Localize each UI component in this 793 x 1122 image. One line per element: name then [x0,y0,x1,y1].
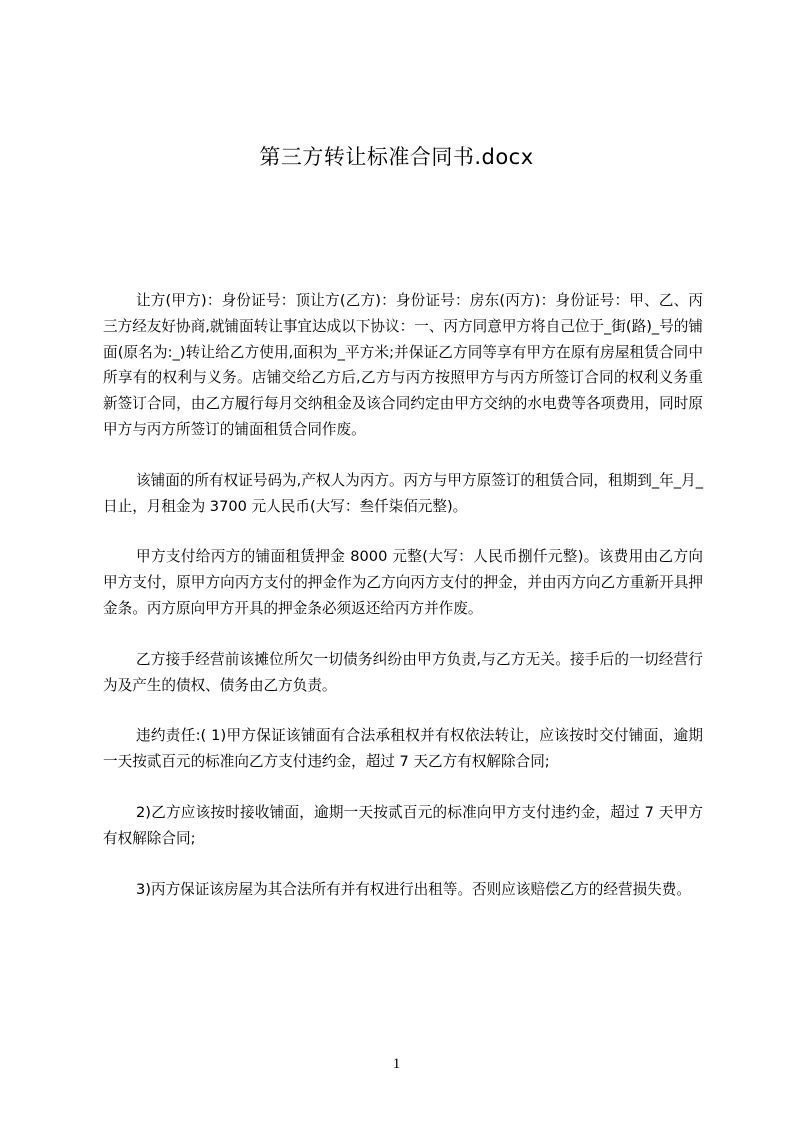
paragraph-liability-2: 2)乙方应该按时接收铺面，逾期一天按贰百元的标准向甲方支付违约金，超过 7 天甲方有权解除合同; [103,803,703,847]
paragraph-ownership-lease: 该铺面的所有权证号码为,产权人为丙方。丙方与甲方原签订的租赁合同，租期到_年_月_日止，月租金为 3700 元人民币(大写：叁仟柒佰元整)。 [103,471,703,515]
document-title: 第三方转让标准合同书.docx [259,145,534,169]
paragraph-liability-1: 违约责任:( 1)甲方保证该铺面有合法承租权并有权依法转让，应该按时交付铺面，逾期一天按贰百元的标准向乙方支付违约金，超过 7 天乙方有权解除合同; [103,727,703,771]
paragraph-debts: 乙方接手经营前该摊位所欠一切债务纠纷由甲方负责,与乙方无关。接手后的一切经营行为及产生的债权、债务由乙方负责。 [103,650,703,694]
page-number: 1 [392,1056,401,1072]
paragraph-deposit: 甲方支付给丙方的铺面租赁押金 8000 元整(大写：人民币捌仟元整)。该费用由乙方向甲方支付，原甲方向丙方支付的押金作为乙方向丙方支付的押金，并由丙方向乙方重新开具押金条。丙方原向甲方开具的押金条必须返还给丙方并作废。 [103,548,703,617]
paragraph-parties-agreement: 让方(甲方)：身份证号：顶让方(乙方)：身份证号：房东(丙方)：身份证号：甲、乙、丙三方经友好协商,就铺面转让事宜达成以下协议：一、丙方同意甲方将自己位于_街(路)_号的铺面(原名为:_)转让给乙方使用,面积为_平方米;并保证乙方同等享有甲方在原有房屋租赁合同中所享有的权利与义务。店铺交给乙方后,乙方与丙方按照甲方与丙方所签订合同的权利义务重新签订合同，由乙方履行每月交纳租金及该合同约定由甲方交纳的水电费等各项费用，同时原甲方与丙方所签订的铺面租赁合同作废。 [103,292,703,438]
document-body [103,288,703,927]
paragraph-liability-3: 3)丙方保证该房屋为其合法所有并有权进行出租等。否则应该赔偿乙方的经营损失费。 [136,880,691,898]
